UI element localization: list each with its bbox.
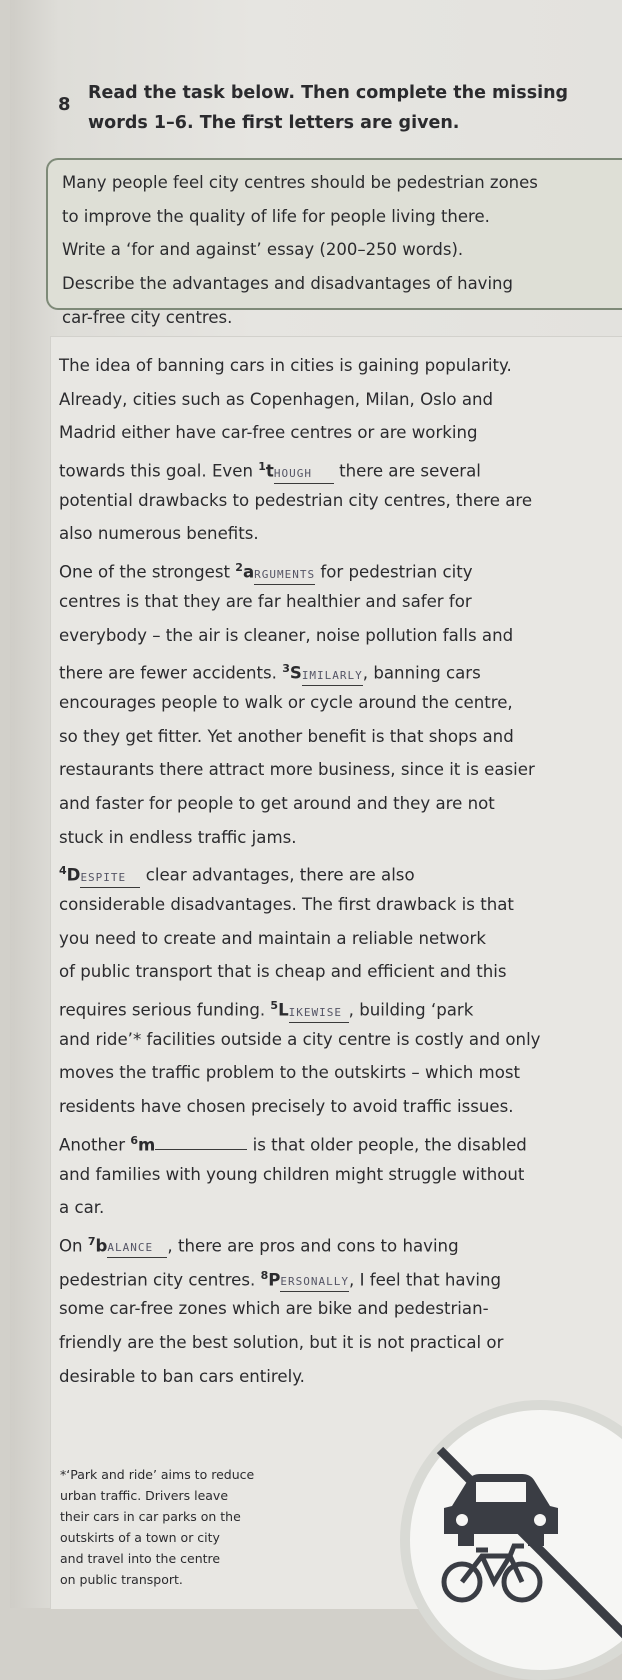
gap-4-blank[interactable] xyxy=(80,867,140,888)
gap-number: 1 xyxy=(258,460,266,474)
essay-line: moves the traffic problem to the outskirts – which most xyxy=(59,1063,521,1083)
gap-number: 2 xyxy=(235,561,243,575)
prompt-line: Describe the advantages and disadvantages of having xyxy=(62,274,513,294)
essay-text: , there are pros and cons to having xyxy=(167,1236,459,1256)
essay-line: a car. xyxy=(59,1198,105,1218)
essay-text: , I feel that having xyxy=(349,1270,502,1290)
essay-line xyxy=(59,854,622,888)
gap-6-blank[interactable] xyxy=(155,1149,247,1150)
prompt-line: to improve the quality of life for people living there. xyxy=(62,206,490,226)
essay-line xyxy=(59,450,622,484)
essay-line xyxy=(59,1259,622,1293)
essay-line: friendly are the best solution, but it is not practical or xyxy=(59,1332,504,1352)
essay-line: everybody – the air is cleaner, noise pollution falls and xyxy=(59,625,514,645)
handwritten-answer: IKEWISE xyxy=(288,1005,343,1019)
gap-number: 8 xyxy=(260,1268,269,1282)
essay-text: there are fewer accidents. xyxy=(59,663,283,683)
no-cars-sign xyxy=(400,1400,622,1680)
gap-first-letter: t xyxy=(265,461,274,481)
car-icon xyxy=(444,1474,558,1546)
essay-line: centres is that they are far healthier and safer for xyxy=(59,591,472,611)
prompt-line: car-free city centres. xyxy=(62,307,233,327)
footnote-line: outskirts of a town or city xyxy=(60,1530,220,1545)
no-cars-sign-graphic xyxy=(410,1410,622,1670)
essay-text: for pedestrian city xyxy=(315,562,473,582)
essay-line: desirable to ban cars entirely. xyxy=(59,1366,305,1386)
textbook-page xyxy=(10,0,622,1608)
gap-number: 6 xyxy=(130,1133,139,1147)
gap-first-letter: m xyxy=(138,1135,156,1155)
gap-7-blank[interactable] xyxy=(107,1237,167,1258)
essay-line: some car-free zones which are bike and pedestrian- xyxy=(59,1299,489,1319)
footnote-line: urban traffic. Drivers leave xyxy=(60,1488,229,1503)
gap-first-letter: b xyxy=(95,1236,108,1256)
essay-line: Already, cities such as Copenhagen, Milan, Oslo and xyxy=(59,389,494,409)
park-and-ride-footnote xyxy=(60,1464,280,1590)
essay-line: you need to create and maintain a reliable network xyxy=(59,928,486,948)
gap-1-blank[interactable] xyxy=(274,463,334,484)
gap-number: 3 xyxy=(282,662,290,676)
prompt-line: Many people feel city centres should be pedestrian zones xyxy=(62,173,538,192)
handwritten-answer: ALANCE xyxy=(107,1241,154,1255)
task-number: 8 xyxy=(58,94,71,115)
essay-line: stuck in endless traffic jams. xyxy=(59,827,297,847)
essay-line: considerable disadvantages. The first drawback is that xyxy=(59,895,514,914)
gap-first-letter: D xyxy=(66,865,81,885)
handwritten-answer: RGUMENTS xyxy=(254,567,316,581)
gap-first-letter: S xyxy=(289,663,302,683)
gap-first-letter: L xyxy=(278,1000,289,1020)
essay-text: On xyxy=(59,1236,88,1256)
task-instruction-1: Read the task below. Then complete the missing xyxy=(88,83,569,103)
essay-line: The idea of banning cars in cities is gaining popularity. xyxy=(59,356,512,375)
gap-number: 5 xyxy=(270,999,279,1013)
gap-number: 4 xyxy=(59,864,67,878)
handwritten-answer: HOUGH xyxy=(273,466,312,480)
gap-first-letter: a xyxy=(242,562,255,582)
essay-text: Another xyxy=(59,1135,131,1155)
essay-line xyxy=(59,1225,622,1259)
handwritten-answer: ESPITE xyxy=(80,870,127,884)
essay-text: towards this goal. Even xyxy=(59,461,259,481)
essay-line: residents have chosen precisely to avoid traffic issues. xyxy=(59,1097,514,1117)
task-header xyxy=(58,78,610,138)
essay-line: so they get fitter. Yet another benefit is that shops and xyxy=(59,726,514,746)
essay-line: and ride’* facilities outside a city centre is costly and only xyxy=(59,1029,541,1049)
essay-text: is that older people, the disabled xyxy=(247,1135,527,1155)
essay-text: One of the strongest xyxy=(59,562,236,582)
essay-text: requires serious funding. xyxy=(59,1000,271,1020)
bicycle-icon xyxy=(444,1546,540,1600)
task-instruction-2: words 1–6. The first letters are given. xyxy=(88,113,460,133)
gap-2-blank[interactable] xyxy=(254,564,315,585)
gap-3-blank[interactable] xyxy=(302,665,363,686)
essay-line: restaurants there attract more business, since it is easier xyxy=(59,760,535,780)
essay-line xyxy=(59,1124,622,1158)
essay-line: Madrid either have car-free centres or are working xyxy=(59,423,478,443)
gap-8-blank[interactable] xyxy=(280,1271,349,1292)
essay-line: and faster for people to get around and they are not xyxy=(59,793,495,813)
gap-first-letter: P xyxy=(268,1270,281,1290)
footnote-line: and travel into the centre xyxy=(60,1551,221,1566)
footnote-line: their cars in car parks on the xyxy=(60,1509,241,1524)
handwritten-answer: IMILARLY xyxy=(301,668,363,682)
handwritten-answer: ERSONALLY xyxy=(280,1275,350,1289)
essay-line xyxy=(59,989,622,1023)
essay-line: and families with young children might struggle without xyxy=(59,1164,525,1184)
gap-5-blank[interactable] xyxy=(289,1002,349,1023)
essay-line: also numerous benefits. xyxy=(59,524,259,544)
essay-line xyxy=(59,551,622,585)
essay-text: there are several xyxy=(333,461,481,481)
essay-line: of public transport that is cheap and efficient and this xyxy=(59,962,507,982)
essay-line: potential drawbacks to pedestrian city centres, there are xyxy=(59,490,533,510)
essay-text: clear advantages, there are also xyxy=(140,865,415,885)
gap-number: 7 xyxy=(87,1234,96,1248)
prompt-line: Write a ‘for and against’ essay (200–250 words). xyxy=(62,240,464,260)
essay-line xyxy=(59,652,622,686)
essay-text: , building ‘park xyxy=(348,1000,474,1020)
essay-text: , banning cars xyxy=(362,663,481,683)
essay-text: pedestrian city centres. xyxy=(59,1270,261,1290)
essay-prompt-box xyxy=(46,158,622,327)
footnote-line: *‘Park and ride’ aims to reduce xyxy=(60,1467,255,1482)
essay-line: encourages people to walk or cycle around the centre, xyxy=(59,692,513,712)
footnote-line: on public transport. xyxy=(60,1572,183,1587)
